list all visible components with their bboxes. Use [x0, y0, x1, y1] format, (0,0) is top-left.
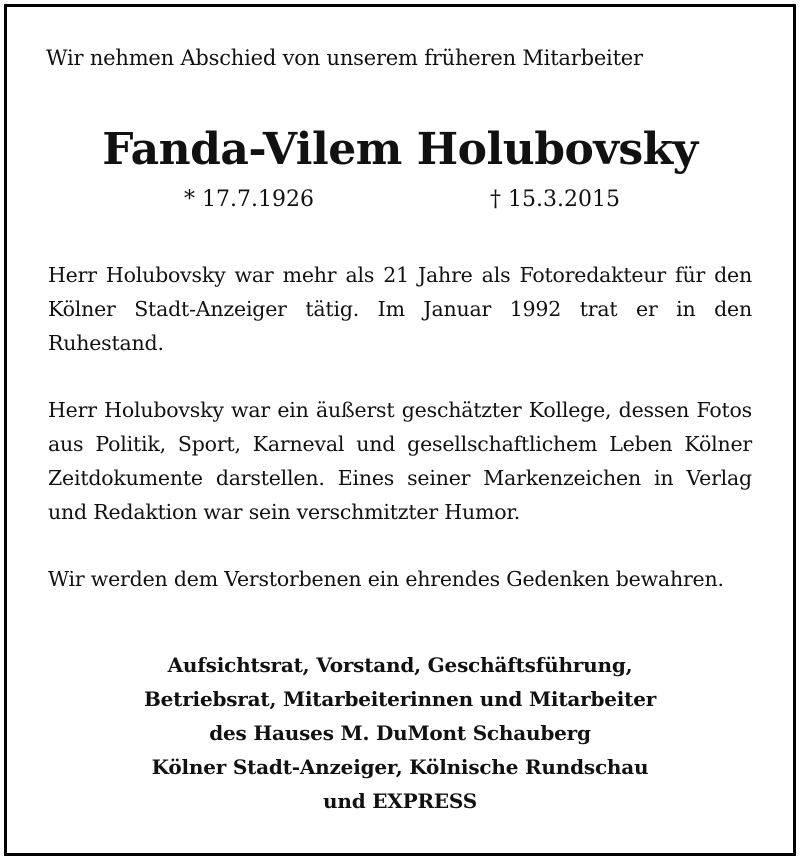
signer-line: des Hauses M. DuMont Schauberg: [209, 721, 591, 745]
birth-date: * 17.7.1926: [184, 187, 314, 212]
paragraph-tribute: Herr Holubovsky war ein äußerst geschätzter Kollege, dessen Fotos aus Politik, Sport, Karneval und gesellschaftlichem Leben Kölner Zeitdokumente darstellen. Eines seiner Markenzeichen in Verlag und Redaktion war sein verschmitzter Humor.: [48, 398, 752, 524]
deceased-name: Fanda-Vilem Holubovsky: [102, 124, 698, 175]
signer-line: und EXPRESS: [323, 789, 477, 813]
intro-text: Wir nehmen Abschied von unserem früheren Mitarbeiter: [46, 46, 643, 70]
signer-line: Kölner Stadt-Anzeiger, Kölnische Rundschau: [151, 755, 649, 779]
paragraph-remembrance: Wir werden dem Verstorbenen ein ehrendes Gedenken bewahren.: [48, 567, 724, 591]
signers-block: [0, 648, 800, 818]
signer-line: Aufsichtsrat, Vorstand, Geschäftsführung,: [167, 653, 633, 677]
death-date: † 15.3.2015: [490, 187, 620, 212]
paragraph-career: Herr Holubovsky war mehr als 21 Jahre als Fotoredakteur für den Kölner Stadt-Anzeiger tätig. Im Januar 1992 trat er in den Ruhestand.: [48, 263, 752, 355]
signer-line: Betriebsrat, Mitarbeiterinnen und Mitarbeiter: [143, 687, 657, 711]
